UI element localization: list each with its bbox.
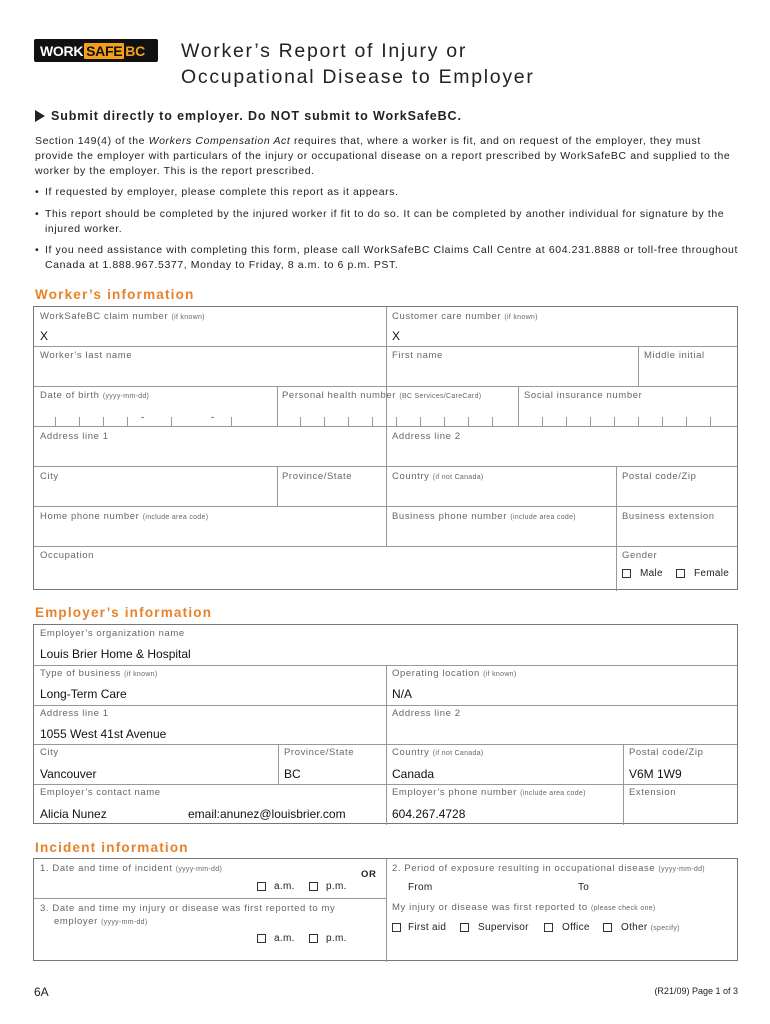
q3-am-label: a.m. bbox=[274, 933, 295, 944]
q3-pm-label: p.m. bbox=[326, 933, 347, 944]
intro-act-name: Workers Compensation Act bbox=[148, 135, 291, 147]
employer-address2-label: Address line 2 bbox=[392, 708, 461, 719]
bullet-text: If you need assistance with completing this form, please call WorkSafeBC Claims Call Centre at 604.231.8888 or toll-free throughout Canada at 1.888.967.5377, Monday to Friday, 8 a.m. to 6 p.m. PST. bbox=[45, 244, 738, 271]
employer-province-field[interactable]: BC bbox=[284, 767, 301, 781]
label-hint: (if known) bbox=[171, 314, 205, 321]
q3-pm-checkbox[interactable] bbox=[309, 934, 318, 943]
employer-address1-label: Address line 1 bbox=[40, 708, 109, 719]
label-text: Employer’s phone number bbox=[392, 787, 517, 798]
operating-location-label bbox=[392, 668, 517, 679]
employer-city-label: City bbox=[40, 747, 59, 758]
label-text: Customer care number bbox=[392, 311, 502, 322]
employer-city-field[interactable]: Vancouver bbox=[40, 767, 97, 781]
label-hint: (yyyy-mm-dd) bbox=[658, 866, 705, 873]
label-text: Country bbox=[392, 747, 430, 758]
label-text: 2. Period of exposure resulting in occupational disease bbox=[392, 863, 656, 874]
contact-name-label: Employer’s contact name bbox=[40, 787, 161, 798]
gender-label: Gender bbox=[622, 550, 658, 561]
intro-paragraph bbox=[35, 134, 740, 179]
occupation-label: Occupation bbox=[40, 550, 95, 561]
q1-pm-checkbox[interactable] bbox=[309, 882, 318, 891]
bullet-item: • If you need assistance with completing this form, please call WorkSafeBC Claims Call Centre at 604.231.8888 or toll-free throughout Canada at 1.888.967.5377, Monday to Friday, 8 a.m. to 6 p.m. PST. bbox=[35, 244, 738, 271]
employer-country-label bbox=[392, 747, 484, 758]
label-hint: (yyyy-mm-dd) bbox=[101, 919, 148, 926]
label-hint: (yyyy-mm-dd) bbox=[175, 866, 223, 873]
label-text: employer bbox=[54, 916, 98, 927]
intro-text-pre: Section 149(4) of the bbox=[35, 135, 149, 147]
org-name-field[interactable]: Louis Brier Home & Hospital bbox=[40, 647, 191, 661]
label-text: Type of business bbox=[40, 668, 121, 679]
city-label: City bbox=[40, 471, 59, 482]
label-hint: (if known) bbox=[504, 314, 538, 321]
from-label: From bbox=[408, 882, 433, 893]
employer-province-label: Province/State bbox=[284, 747, 355, 758]
business-phone-label bbox=[392, 511, 576, 522]
q3-label-line2 bbox=[54, 916, 148, 927]
female-checkbox[interactable] bbox=[676, 569, 685, 578]
label-text: My injury or disease was first reported to bbox=[392, 902, 588, 913]
middle-initial-label: Middle initial bbox=[644, 350, 705, 361]
first-aid-label: First aid bbox=[408, 922, 447, 933]
address2-label: Address line 2 bbox=[392, 431, 461, 442]
employer-info-table bbox=[33, 624, 738, 824]
bullet-text: This report should be completed by the injured worker if fit to do so. It can be completed by another individual for signature by the injured worker. bbox=[45, 208, 725, 235]
worker-info-table bbox=[33, 306, 738, 590]
to-label: To bbox=[578, 882, 590, 893]
worksafebc-logo bbox=[34, 39, 158, 62]
first-aid-checkbox[interactable] bbox=[392, 923, 401, 932]
q1-am-label: a.m. bbox=[274, 881, 295, 892]
label-hint: (if not Canada) bbox=[432, 474, 484, 481]
q3-label-line1: 3. Date and time my injury or disease was first reported to my bbox=[40, 903, 336, 914]
label-hint: (BC Services/CareCard) bbox=[399, 393, 482, 400]
customer-care-label bbox=[392, 311, 538, 322]
form-title bbox=[181, 38, 535, 90]
other-checkbox[interactable] bbox=[603, 923, 612, 932]
claim-number-label bbox=[40, 311, 205, 322]
q1-label bbox=[40, 863, 222, 874]
logo-text-safe: SAFE bbox=[86, 42, 123, 59]
male-label: Male bbox=[640, 568, 663, 579]
label-text: Personal health number bbox=[282, 390, 397, 401]
first-name-label: First name bbox=[392, 350, 443, 361]
claim-number-field[interactable]: X bbox=[40, 329, 49, 343]
section-heading-incident: Incident information bbox=[35, 840, 189, 855]
form-number: 6A bbox=[34, 985, 49, 999]
q1-pm-label: p.m. bbox=[326, 881, 347, 892]
label-hint: (if not Canada) bbox=[432, 750, 484, 757]
incident-info-table bbox=[33, 858, 738, 961]
employer-postal-label: Postal code/Zip bbox=[629, 747, 704, 758]
contact-email-field[interactable]: email:anunez@louisbrier.com bbox=[188, 807, 346, 821]
dob-dash: - bbox=[211, 412, 215, 423]
phn-label bbox=[282, 390, 481, 401]
supervisor-label: Supervisor bbox=[478, 922, 529, 933]
business-extension-label: Business extension bbox=[622, 511, 715, 522]
label-text: Other bbox=[621, 922, 648, 933]
employer-phone-field[interactable]: 604.267.4728 bbox=[392, 807, 466, 821]
label-hint: (include area code) bbox=[142, 514, 209, 521]
section-heading-worker: Worker’s information bbox=[35, 287, 195, 302]
last-name-label: Worker’s last name bbox=[40, 350, 133, 361]
address1-label: Address line 1 bbox=[40, 431, 109, 442]
label-hint: (yyyy-mm-dd) bbox=[102, 393, 150, 400]
business-type-label bbox=[40, 668, 158, 679]
contact-name-field[interactable]: Alicia Nunez bbox=[40, 807, 107, 821]
form-title-line2: Occupational Disease to Employer bbox=[181, 66, 535, 88]
home-phone-label bbox=[40, 511, 208, 522]
arrow-right-icon bbox=[35, 110, 45, 122]
label-hint: (include area code) bbox=[510, 514, 576, 521]
country-label bbox=[392, 471, 484, 482]
or-label: OR bbox=[361, 869, 377, 880]
dob-label bbox=[40, 390, 149, 401]
female-label: Female bbox=[694, 568, 730, 579]
org-name-label: Employer’s organization name bbox=[40, 628, 185, 639]
label-text: WorkSafeBC claim number bbox=[40, 311, 169, 322]
other-label bbox=[621, 922, 680, 933]
label-text: Date of birth bbox=[40, 390, 100, 401]
label-hint: (if known) bbox=[124, 671, 158, 678]
sin-label: Social insurance number bbox=[524, 390, 643, 401]
employer-extension-label: Extension bbox=[629, 787, 677, 798]
reported-to-label bbox=[392, 902, 656, 913]
bullet-text: If requested by employer, please complete this report as it appears. bbox=[45, 186, 399, 198]
label-hint: (if known) bbox=[483, 671, 517, 678]
intro-text-post: requires that, where a worker is fit, and on request of the employer, they must provide the employer with particulars of the injury or occupational disease on a report prescribed by WorkSafeBC and supplied to the worker by the employer. This is the report prescribed. bbox=[35, 135, 731, 177]
label-text: Home phone number bbox=[40, 511, 140, 522]
label-hint: (please check one) bbox=[591, 905, 656, 912]
office-label: Office bbox=[562, 922, 590, 933]
province-label: Province/State bbox=[282, 471, 353, 482]
postal-label: Postal code/Zip bbox=[622, 471, 697, 482]
employer-address1-field[interactable]: 1055 West 41st Avenue bbox=[40, 727, 167, 741]
bullet-item: • This report should be completed by the injured worker if fit to do so. It can be completed by another individual for signature by the injured worker. bbox=[35, 208, 725, 235]
office-checkbox[interactable] bbox=[544, 923, 553, 932]
label-hint: (include area code) bbox=[520, 790, 586, 797]
supervisor-checkbox[interactable] bbox=[460, 923, 469, 932]
label-text: 1. Date and time of incident bbox=[40, 863, 173, 874]
employer-country-field[interactable]: Canada bbox=[392, 767, 435, 781]
operating-location-field[interactable]: N/A bbox=[392, 687, 413, 701]
employer-phone-label bbox=[392, 787, 586, 798]
label-text: Business phone number bbox=[392, 511, 508, 522]
label-text: Operating location bbox=[392, 668, 480, 679]
bullet-item: • If requested by employer, please complete this report as it appears. bbox=[35, 186, 399, 198]
q1-am-checkbox[interactable] bbox=[257, 882, 266, 891]
dob-dash: - bbox=[141, 412, 145, 423]
logo-text-bc: BC bbox=[125, 42, 145, 59]
submit-notice-text: Submit directly to employer. Do NOT submit to WorkSafeBC. bbox=[51, 109, 462, 123]
logo-text-work: WORK bbox=[40, 42, 84, 59]
customer-care-field[interactable]: X bbox=[392, 329, 401, 343]
business-type-field[interactable]: Long-Term Care bbox=[40, 687, 127, 701]
label-hint: (specify) bbox=[650, 925, 680, 932]
label-text: Country bbox=[392, 471, 430, 482]
q3-am-checkbox[interactable] bbox=[257, 934, 266, 943]
submit-notice bbox=[35, 109, 462, 123]
revision-page-number: (R21/09) Page 1 of 3 bbox=[654, 986, 738, 996]
form-title-line1: Worker’s Report of Injury or bbox=[181, 40, 468, 62]
male-checkbox[interactable] bbox=[622, 569, 631, 578]
q2-label bbox=[392, 863, 705, 874]
employer-postal-field[interactable]: V6M 1W9 bbox=[629, 767, 682, 781]
section-heading-employer: Employer’s information bbox=[35, 605, 213, 620]
